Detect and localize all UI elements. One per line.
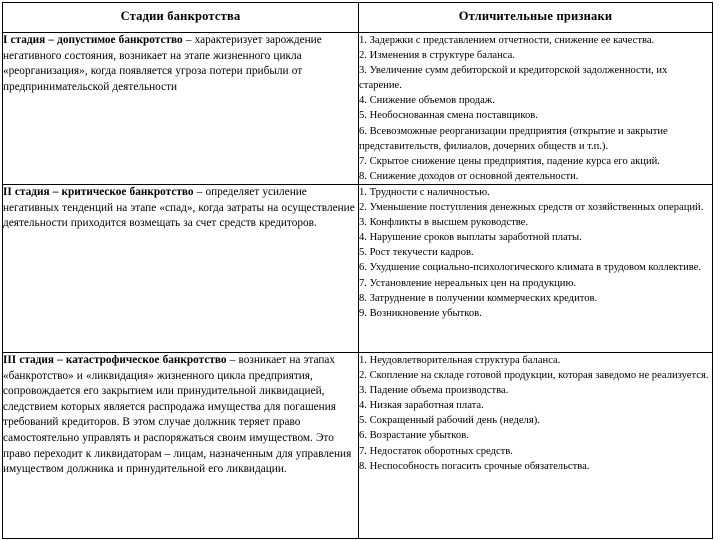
list-item: 3. Увеличение сумм дебиторской и кредиторской задолженности, их старение. (359, 65, 668, 92)
list-item: 5. Сокращенный рабочий день (неделя). (359, 415, 540, 427)
list-item: 3. Падение объема производства. (359, 385, 509, 397)
list-item: 8. Затруднение в получении коммерческих кредитов. (359, 292, 598, 304)
list-item: 1. Неудовлетворительная структура баланса. (359, 354, 561, 366)
list-item: 7. Недостаток оборотных средств. (359, 445, 513, 457)
stage-text-2: – определяет усиление негативных тенденций на этапе «спад», когда затраты на осуществление деятельности приходится возмещать за счет средств кредиторов. (3, 185, 355, 230)
list-item: 7. Скрытое снижение цены предприятия, падение курса его акций. (359, 155, 660, 167)
stage-description-cell-2 (3, 184, 359, 352)
stage-description-cell-3 (3, 352, 359, 538)
list-item: 9. Возникновение убытков. (359, 307, 482, 319)
list-item: 4. Снижение объемов продаж. (359, 95, 495, 107)
list-item: 8. Неспособность погасить срочные обязательства. (359, 460, 590, 472)
list-item: 6. Ухудшение социально-психологического климата в трудовом коллективе. (359, 262, 702, 274)
list-item: 5. Рост текучести кадров. (359, 247, 474, 259)
bankruptcy-stages-table-wrapper (2, 2, 712, 530)
column-header-signs: Отличительные признаки (359, 3, 713, 33)
list-item: 2. Скопление на складе готовой продукции, которая заведомо не реализуется. (359, 370, 709, 382)
list-item: 6. Возрастание убытков. (359, 430, 469, 442)
signs-list-1 (359, 33, 712, 184)
list-item: 1. Трудности с наличностью. (359, 186, 490, 198)
stage-text-3: – возникает на этапах «банкротство» и «ликвидация» жизненного цикла предприятия, сопровождается его закрытием или принудительной ликвидацией, следствием которых является распродажа имущества для погашения требований кредиторов. В этом случае должник теряет право самостоятельно управлять и распоряжаться своим имуществом. Это право переходит к ликвидаторам – лицам, назначенным для управления имуществом должника и принудительной его ликвидации. (3, 353, 352, 476)
list-item: 2. Уменьшение поступления денежных средств от хозяйственных операций. (359, 202, 704, 214)
list-item: 3. Конфликты в высшем руководстве. (359, 217, 529, 229)
list-item: 6. Всевозможные реорганизации предприятия (открытие и закрытие представительств, филиалов, дочерних обществ и т.п.). (359, 125, 668, 152)
list-item: 1. Задержки с представлением отчетности, снижение ее качества. (359, 35, 655, 46)
stage-paragraph-1 (3, 33, 358, 95)
list-item: 8. Снижение доходов от основной деятельности. (359, 170, 579, 182)
stage-title-1: I стадия – допустимое банкротство (3, 34, 183, 46)
bankruptcy-stages-table (2, 2, 713, 539)
signs-list-2 (359, 185, 712, 321)
stage-title-2: II стадия – критическое банкротство (3, 185, 194, 198)
table-row (3, 33, 713, 185)
list-item: 2. Изменения в структуре баланса. (359, 50, 515, 62)
list-item: 4. Нарушение сроков выплаты заработной платы. (359, 232, 582, 244)
column-header-stages: Стадии банкротства (3, 3, 359, 33)
signs-list-3 (359, 353, 712, 474)
stage-title-3: III стадия – катастрофическое банкротство (3, 353, 227, 366)
list-item: 5. Необоснованная смена поставщиков. (359, 110, 538, 122)
table-header-row (3, 3, 713, 33)
list-item: 7. Установление нереальных цен на продукцию. (359, 277, 577, 289)
stage-paragraph-2 (3, 185, 358, 232)
signs-cell-3 (359, 352, 713, 538)
table-row (3, 352, 713, 538)
signs-cell-2 (359, 184, 713, 352)
stage-paragraph-3 (3, 353, 358, 478)
list-item: 4. Низкая заработная плата. (359, 400, 484, 412)
table-row (3, 184, 713, 352)
stage-text-1: – характеризует зарождение негативного состояния, возникает на этапе жизненного цикла «реорганизация», когда появляется угроза потери прибыли от предпринимательской деятельности (3, 34, 322, 93)
signs-cell-1 (359, 33, 713, 185)
stage-description-cell-1 (3, 33, 359, 185)
